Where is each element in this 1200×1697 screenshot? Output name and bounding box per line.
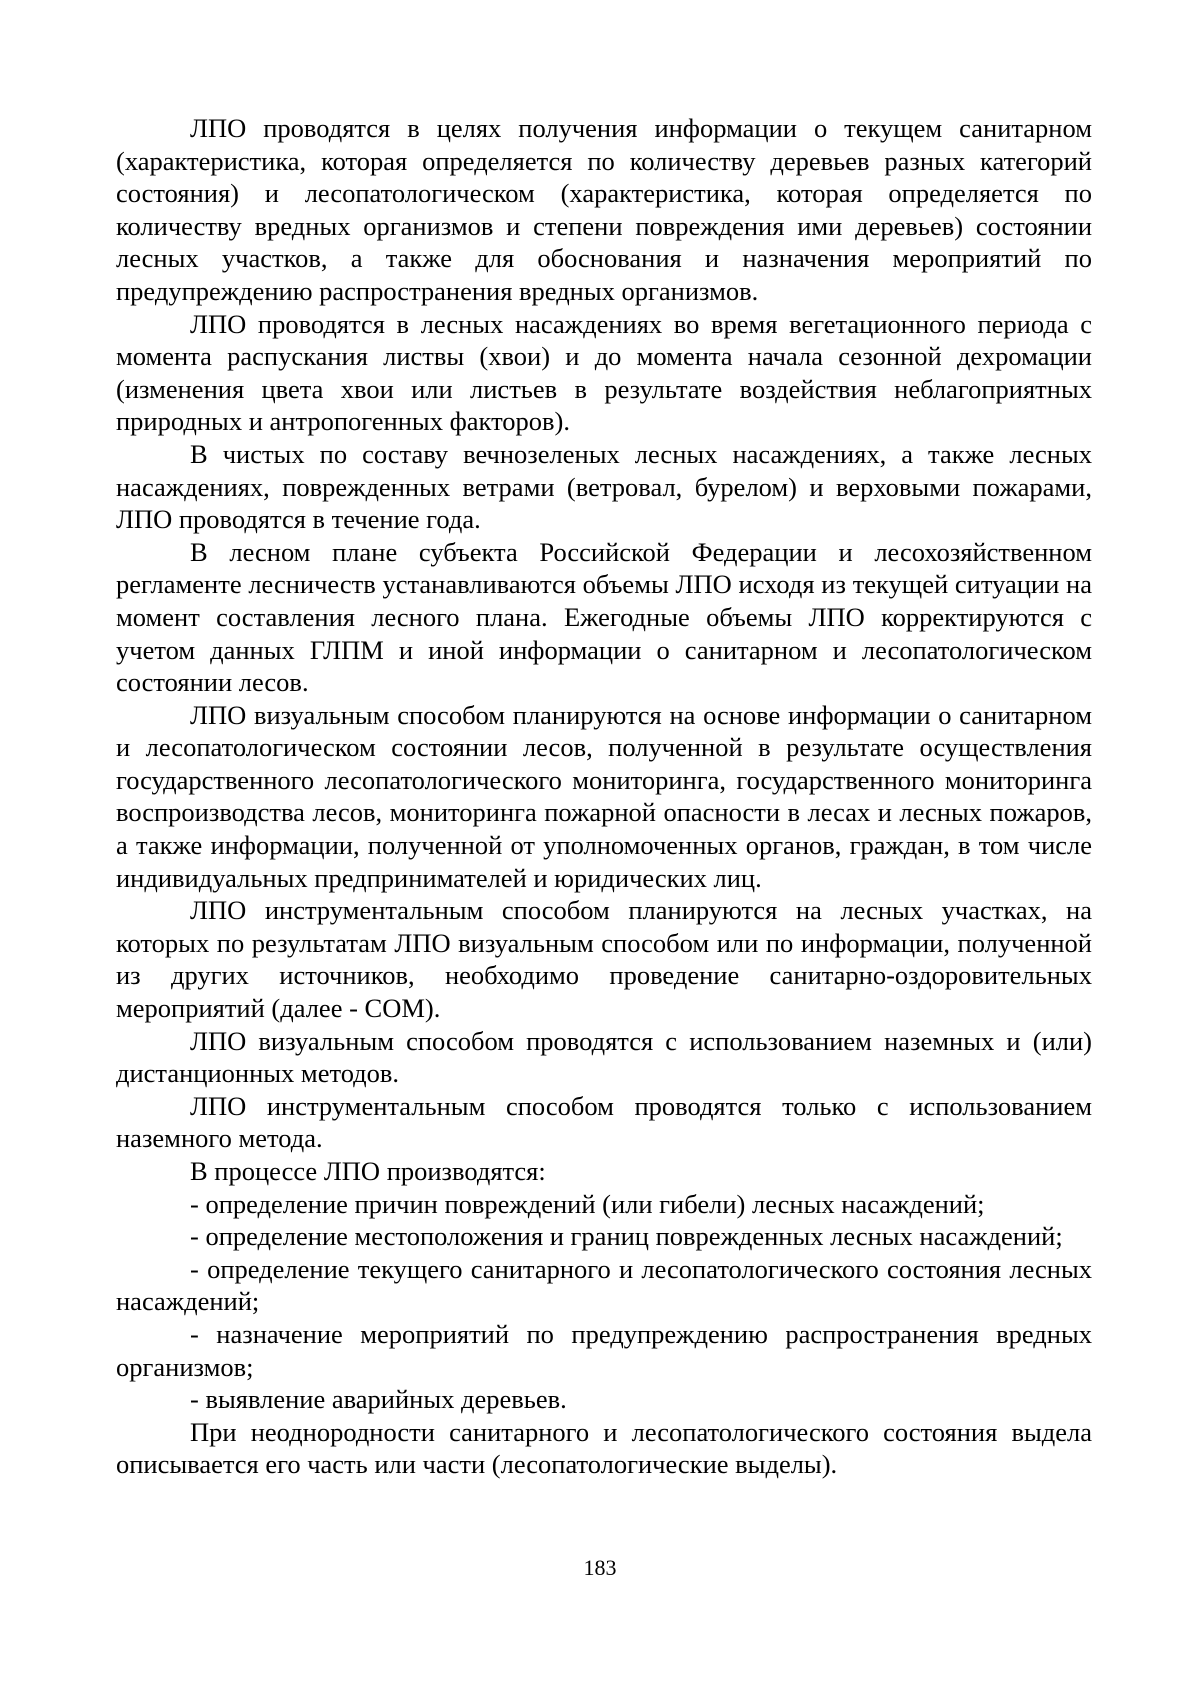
paragraph-heterogeneity: При неоднородности санитарного и лесопатологического состояния выдела описывается его часть или части (лесопатологические выделы). [116, 1416, 1092, 1480]
paragraph-instrumental-methods: ЛПО инструментальным способом проводятся только с использованием наземного метода. [116, 1090, 1092, 1154]
paragraph-list-intro: В процессе ЛПО производятся: [190, 1156, 546, 1186]
list-item: - определение местоположения и границ поврежденных лесных насаждений; [190, 1221, 1063, 1252]
paragraph-purpose: ЛПО проводятся в целях получения информации о текущем санитарном (характеристика, которая определяется по количеству деревьев разных категорий состояния) и лесопатологическом (характеристика, которая определяется по количеству вредных организмов и степени повреждения ими деревьев) состоянии лесных участков, а также для обоснования и назначения мероприятий по предупреждению распространения вредных организмов. [116, 113, 1092, 306]
paragraph-visual-planning: ЛПО визуальным способом планируются на основе информации о санитарном и лесопатологическом состоянии лесов, полученной в результате осуществления государственного лесопатологического мониторинга, государственного мониторинга воспроизводства лесов, мониторинга пожарной опасности в лесах и лесных пожаров, а также информации, полученной от уполномоченных органов, граждан, в том числе индивидуальных предпринимателей и юридических лиц. [116, 699, 1092, 893]
list-item: - определение причин повреждений (или гибели) лесных насаждений; [190, 1188, 985, 1219]
paragraph-timing: ЛПО проводятся в лесных насаждениях во время вегетационного периода с момента распускания листвы (хвои) и до момента начала сезонной дехромации (изменения цвета хвои или листьев в результате воздействия неблагоприятных природных и антропогенных факторов). [116, 308, 1092, 437]
paragraph-instrumental-planning: ЛПО инструментальным способом планируются на лесных участках, на которых по результатам ЛПО визуальным способом или по информации, полученной из других источников, необходимо проведение санитарно-оздоровительных мероприятий (далее - СОМ). [116, 895, 1092, 1024]
paragraph-evergreen: В чистых по составу вечнозеленых лесных насаждениях, а также лесных насаждениях, поврежденных ветрами (ветровал, бурелом) и верховыми пожарами, ЛПО проводятся в течение года. [116, 438, 1092, 535]
list-item: - определение текущего санитарного и лесопатологического состояния лесных насаждений; [116, 1253, 1092, 1317]
list-item: - выявление аварийных деревьев. [190, 1384, 567, 1415]
paragraph-visual-methods: ЛПО визуальным способом проводятся с использованием наземных и (или) дистанционных методов. [116, 1025, 1092, 1089]
paragraph-forest-plan: В лесном плане субъекта Российской Федерации и лесохозяйственном регламенте лесничеств устанавливаются объемы ЛПО исходя из текущей ситуации на момент составления лесного плана. Ежегодные объемы ЛПО корректируются с учетом данных ГЛПМ и иной информации о санитарном и лесопатологическом состоянии лесов. [116, 536, 1092, 698]
body-text [116, 112, 1092, 1481]
list-item: - назначение мероприятий по предупреждению распространения вредных организмов; [116, 1318, 1092, 1382]
page-number: 183 [583, 1555, 617, 1580]
